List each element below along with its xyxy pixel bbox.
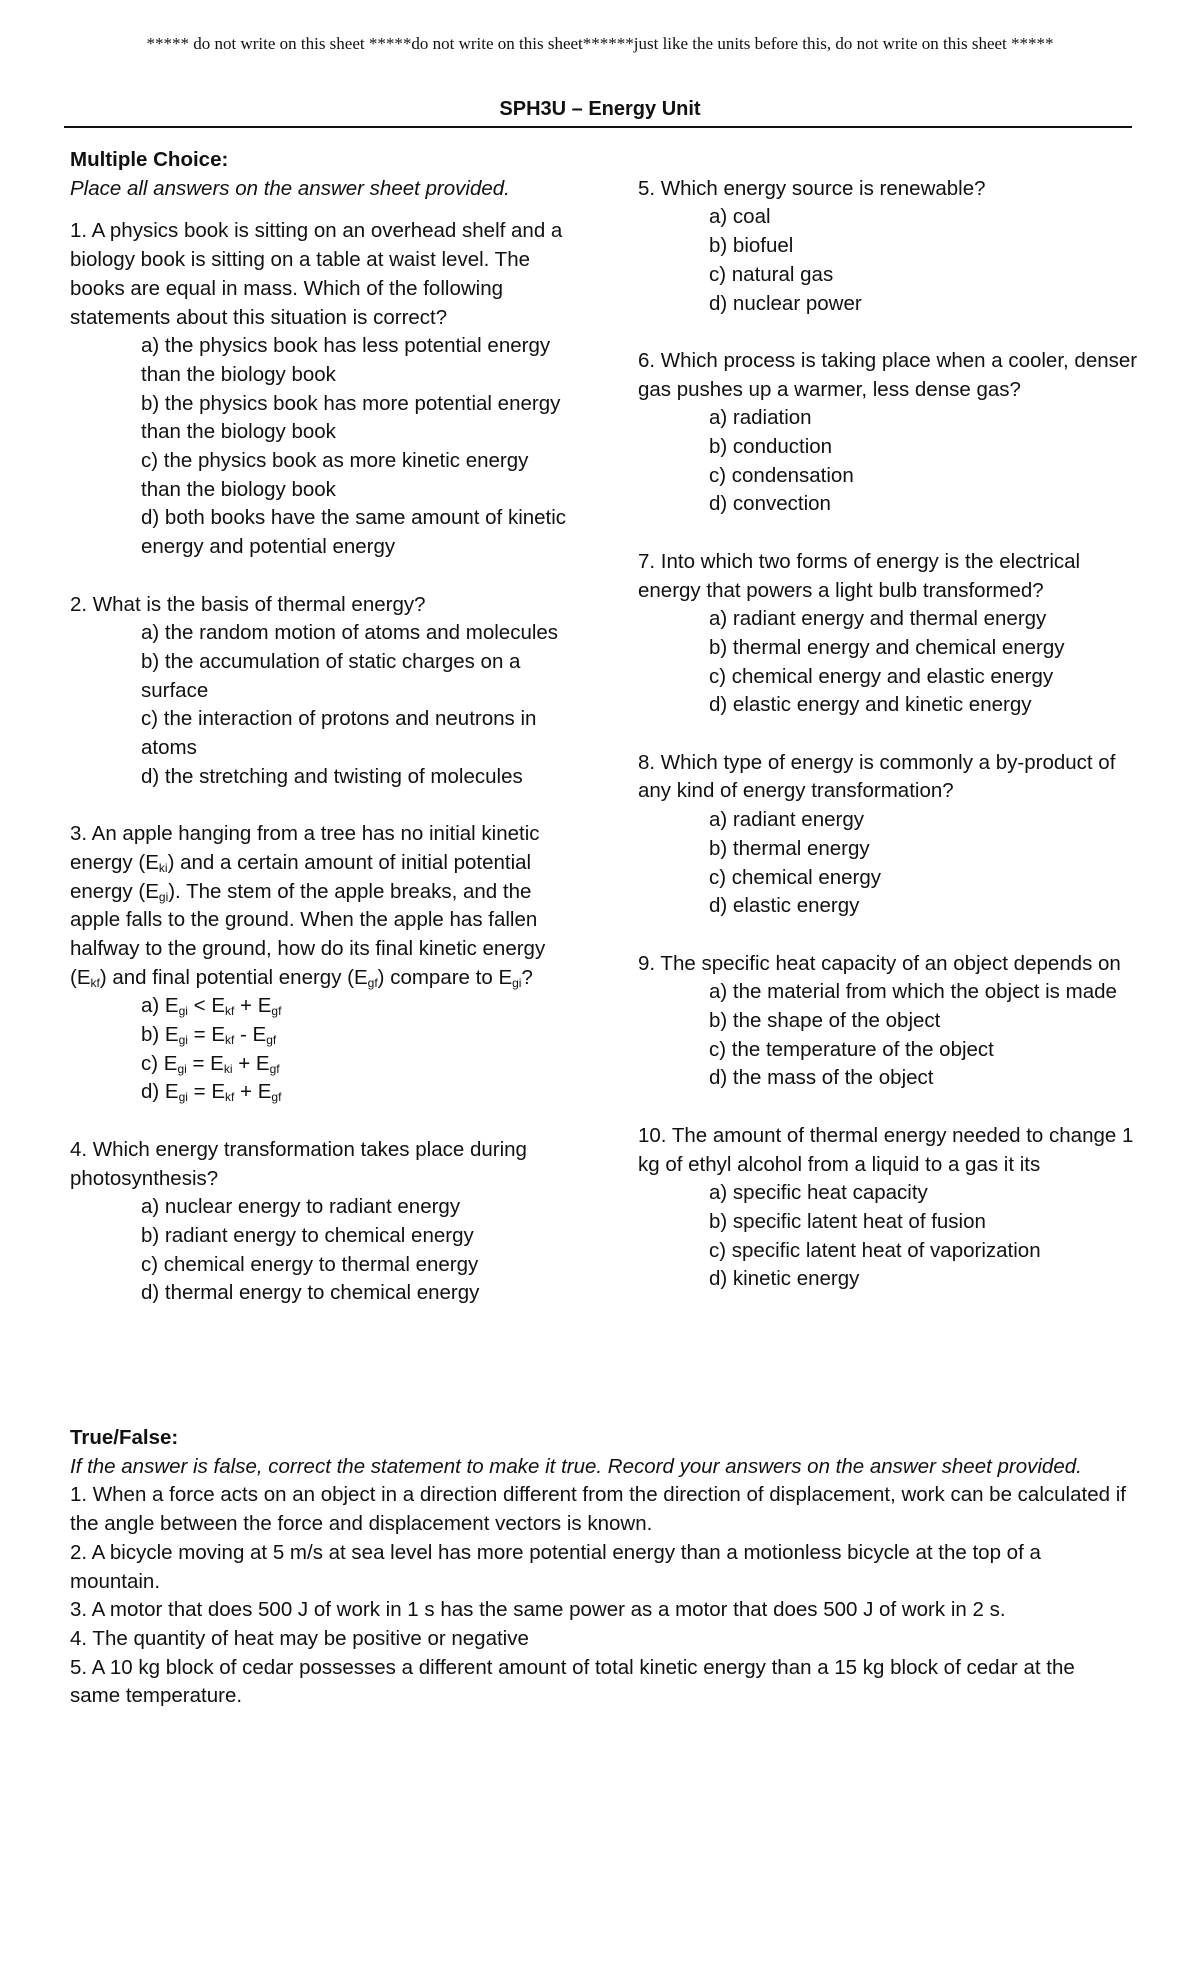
question-stem: 3. An apple hanging from a tree has no initial kinetic energy $(E_{ki})$ and a certain amount of initial potential energy $(E_{gi})$. The stem of the apple breaks, and the apple falls to the ground. When the apple has fallen halfway to the ground, how do its final kinetic energy $(E_{kf})$ and final potential energy $(E_{gf})$ compare to $E_{gi}$? (70, 822, 546, 990)
question-2 (70, 591, 570, 792)
option-c: c) chemical energy to thermal energy (141, 1252, 479, 1276)
option-b: b) the physics book has more potential energy than the biology book (141, 391, 561, 444)
option-c: c) $E_{gi} = E_{ki} + E_{gf}$ (141, 1051, 280, 1076)
option-c: c) specific latent heat of vaporization (709, 1238, 1041, 1262)
left-column (70, 146, 570, 1308)
option-a: a) the random motion of atoms and molecules (141, 621, 559, 645)
tf-instruction: If the answer is false, correct the statement to make it true. Record your answers on the answer sheet provided. (70, 1454, 1082, 1478)
mc-instruction: Place all answers on the answer sheet provided. (70, 176, 510, 200)
option-a: a) the physics book has less potential energy than the biology book (141, 334, 551, 386)
option-b: b) biofuel (709, 234, 794, 258)
page-title: SPH3U – Energy Unit (499, 98, 701, 120)
option-c: c) chemical energy and elastic energy (709, 664, 1054, 688)
option-b: b) specific latent heat of fusion (709, 1209, 986, 1233)
option-d: d) kinetic energy (709, 1267, 860, 1291)
question-4 (70, 1136, 570, 1308)
option-a: a) radiant energy (709, 808, 864, 832)
do-not-write-banner: ***** do not write on this sheet *****do not write on this sheet******just like the units before this, do not write on this sheet ***** (146, 34, 1054, 53)
question-8 (638, 749, 1138, 921)
option-a: a) radiation (709, 406, 812, 430)
question-6 (638, 347, 1138, 519)
option-a: a) coal (709, 205, 771, 229)
question-stem: 6. Which process is taking place when a cooler, denser gas pushes up a warmer, less dense gas? (638, 348, 1138, 401)
question-stem: 10. The amount of thermal energy needed to change 1 kg of ethyl alcohol from a liquid to a gas it its (638, 1123, 1134, 1176)
option-d: d) convection (709, 492, 831, 516)
option-c: c) the interaction of protons and neutrons in atoms (141, 707, 537, 760)
tf-item: 2. A bicycle moving at 5 m/s at sea level has more potential energy than a motionless bicycle at the top of a mountain. (70, 1540, 1041, 1593)
tf-item: 4. The quantity of heat may be positive or negative (70, 1626, 529, 1650)
option-b: b) $E_{gi} = E_{kf} - E_{gf}$ (141, 1023, 277, 1048)
question-stem: 1. A physics book is sitting on an overhead shelf and a biology book is sitting on a table at waist level. The books are equal in mass. Which of the following statements about this situation is correct? (70, 219, 563, 329)
question-1 (70, 217, 570, 561)
option-a: a) radiant energy and thermal energy (709, 607, 1047, 631)
mc-heading: Multiple Choice: (70, 148, 229, 171)
tf-item: 1. When a force acts on an object in a direction different from the direction of displacement, work can be calculated if the angle between the force and displacement vectors is known. (70, 1483, 1126, 1536)
option-a: a) the material from which the object is made (709, 980, 1117, 1004)
option-c: c) natural gas (709, 262, 834, 286)
tf-item: 3. A motor that does 500 J of work in 1 s has the same power as a motor that does 500 J of work in 2 s. (70, 1598, 1006, 1622)
option-c: c) chemical energy (709, 865, 882, 889)
option-d: d) elastic energy (709, 894, 860, 918)
option-c: c) condensation (709, 463, 854, 487)
question-7 (638, 548, 1138, 720)
option-d: d) nuclear power (709, 291, 862, 315)
option-d: d) both books have the same amount of kinetic energy and potential energy (141, 506, 567, 559)
question-stem: 4. Which energy transformation takes place during photosynthesis? (70, 1137, 527, 1190)
question-stem: 2. What is the basis of thermal energy? (70, 592, 426, 616)
question-3 (70, 820, 570, 1107)
option-c: c) the temperature of the object (709, 1037, 994, 1061)
option-d: d) thermal energy to chemical energy (141, 1281, 480, 1305)
option-b: b) the accumulation of static charges on a surface (141, 649, 521, 702)
question-5 (638, 175, 1138, 319)
option-d: d) $E_{gi} = E_{kf} + E_{gf}$ (141, 1080, 282, 1105)
option-a: a) $E_{gi} < E_{kf} + E_{gf}$ (141, 994, 282, 1019)
option-a: a) nuclear energy to radiant energy (141, 1195, 461, 1219)
title-rule (64, 126, 1132, 128)
question-10 (638, 1122, 1138, 1294)
question-9 (638, 950, 1138, 1094)
true-false-section (70, 1424, 1130, 1711)
question-stem: 5. Which energy source is renewable? (638, 176, 986, 200)
tf-item: 5. A 10 kg block of cedar possesses a different amount of total kinetic energy than a 15 kg block of cedar at the same temperature. (70, 1655, 1075, 1708)
tf-heading: True/False: (70, 1426, 179, 1449)
option-d: d) the mass of the object (709, 1066, 934, 1090)
option-d: d) the stretching and twisting of molecules (141, 764, 523, 788)
right-column (638, 146, 1138, 1294)
option-c: c) the physics book as more kinetic energy than the biology book (141, 449, 529, 501)
option-b: b) conduction (709, 435, 833, 458)
option-a: a) specific heat capacity (709, 1181, 928, 1205)
question-stem: 8. Which type of energy is commonly a by-product of any kind of energy transformation? (638, 750, 1116, 803)
option-b: b) thermal energy (709, 836, 870, 860)
option-b: b) thermal energy and chemical energy (709, 635, 1065, 659)
option-b: b) the shape of the object (709, 1009, 941, 1033)
option-d: d) elastic energy and kinetic energy (709, 693, 1032, 717)
option-b: b) radiant energy to chemical energy (141, 1223, 474, 1247)
question-stem: 9. The specific heat capacity of an object depends on (638, 951, 1121, 975)
question-stem: 7. Into which two forms of energy is the electrical energy that powers a light bulb transformed? (638, 549, 1081, 602)
